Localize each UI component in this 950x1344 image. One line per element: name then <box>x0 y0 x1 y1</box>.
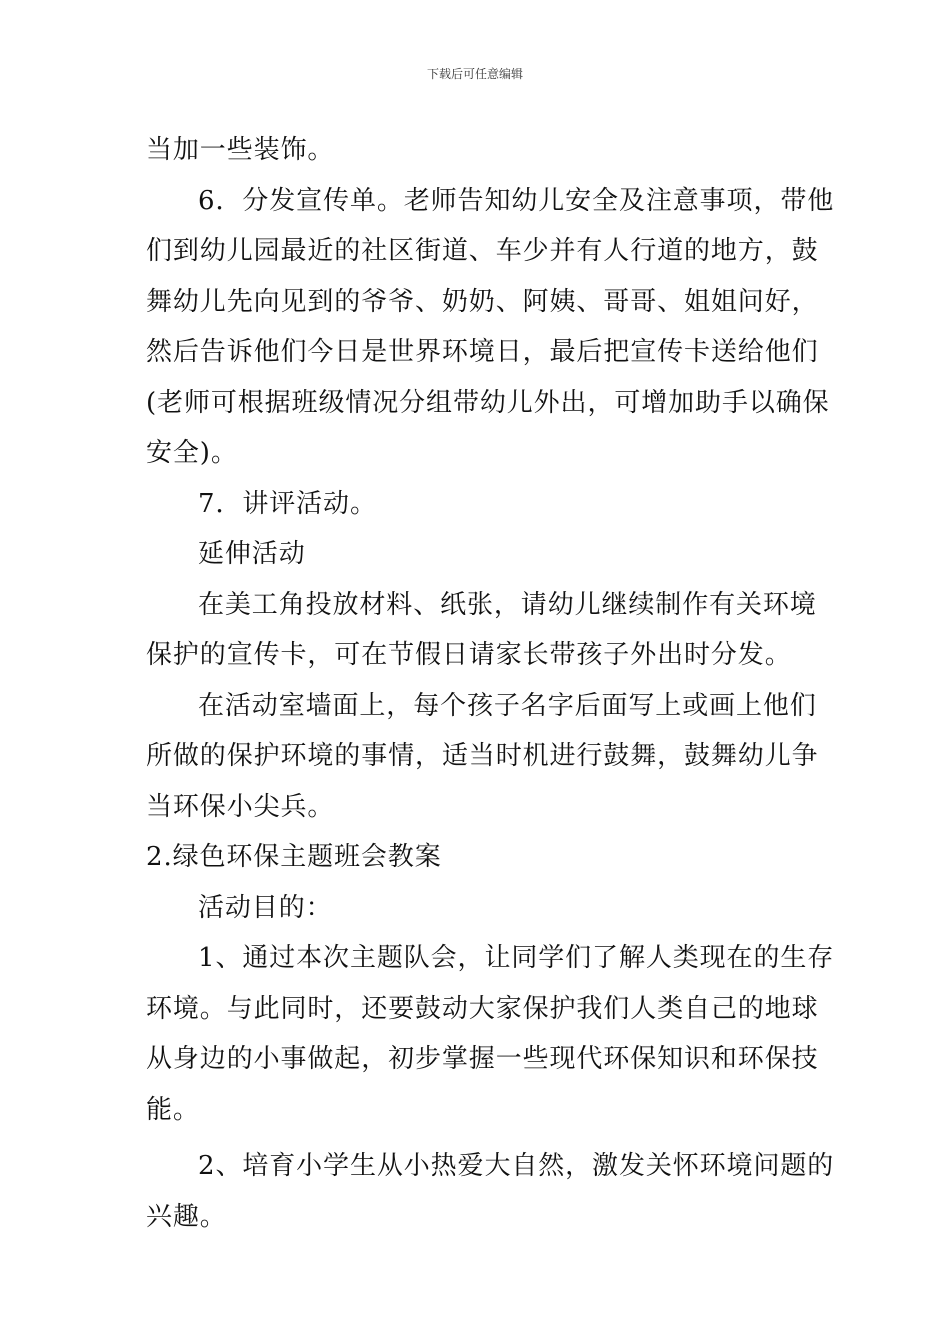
text-line: 1、通过本次主题队会，让同学们了解人类现在的生存 <box>198 943 835 973</box>
text-line: 在活动室墙面上，每个孩子名字后面写上或画上他们 <box>198 690 817 721</box>
text-line: 环境。与此同时，还要鼓动大家保护我们人类自己的地球 <box>146 993 819 1024</box>
section-heading: 延伸活动 <box>198 539 306 569</box>
text-line: 从身边的小事做起，初步掌握一些现代环保知识和环保技 <box>146 1044 819 1074</box>
text-line: 2、培育小学生从小热爱大自然，激发关怀环境问题的 <box>198 1151 835 1181</box>
text-line: (老师可根据班级情况分组带幼儿外出，可增加助手以确保 <box>146 387 830 418</box>
text-line: 安全)。 <box>146 438 238 468</box>
text-line: 在美工角投放材料、纸张，请幼儿继续制作有关环境 <box>198 589 817 620</box>
document-body <box>146 125 835 1242</box>
section-title: 2.绿色环保主题班会教案 <box>146 842 442 872</box>
text-line: 然后告诉他们今日是世界环境日，最后把宣传卡送给他们 <box>146 337 819 367</box>
text-line: 6．分发宣传单。老师告知幼儿安全及注意事项，带他 <box>198 185 835 216</box>
text-line: 保护的宣传卡，可在节假日请家长带孩子外出时分发。 <box>146 640 792 670</box>
text-line: 当加一些装饰。 <box>146 135 335 165</box>
text-line: 们到幼儿园最近的社区街道、车少并有人行道的地方，鼓 <box>146 236 819 266</box>
text-line: 所做的保护环境的事情，适当时机进行鼓舞，鼓舞幼儿争 <box>146 741 819 771</box>
text-line: 7．讲评活动。 <box>198 488 377 519</box>
text-line: 能。 <box>146 1094 200 1125</box>
page-header: 下载后可任意编辑 <box>426 67 523 81</box>
section-heading: 活动目的： <box>198 892 333 923</box>
text-line: 舞幼儿先向见到的爷爷、奶奶、阿姨、哥哥、姐姐问好， <box>146 286 819 317</box>
text-line: 当环保小尖兵。 <box>146 791 335 822</box>
text-line: 兴趣。 <box>146 1201 227 1232</box>
